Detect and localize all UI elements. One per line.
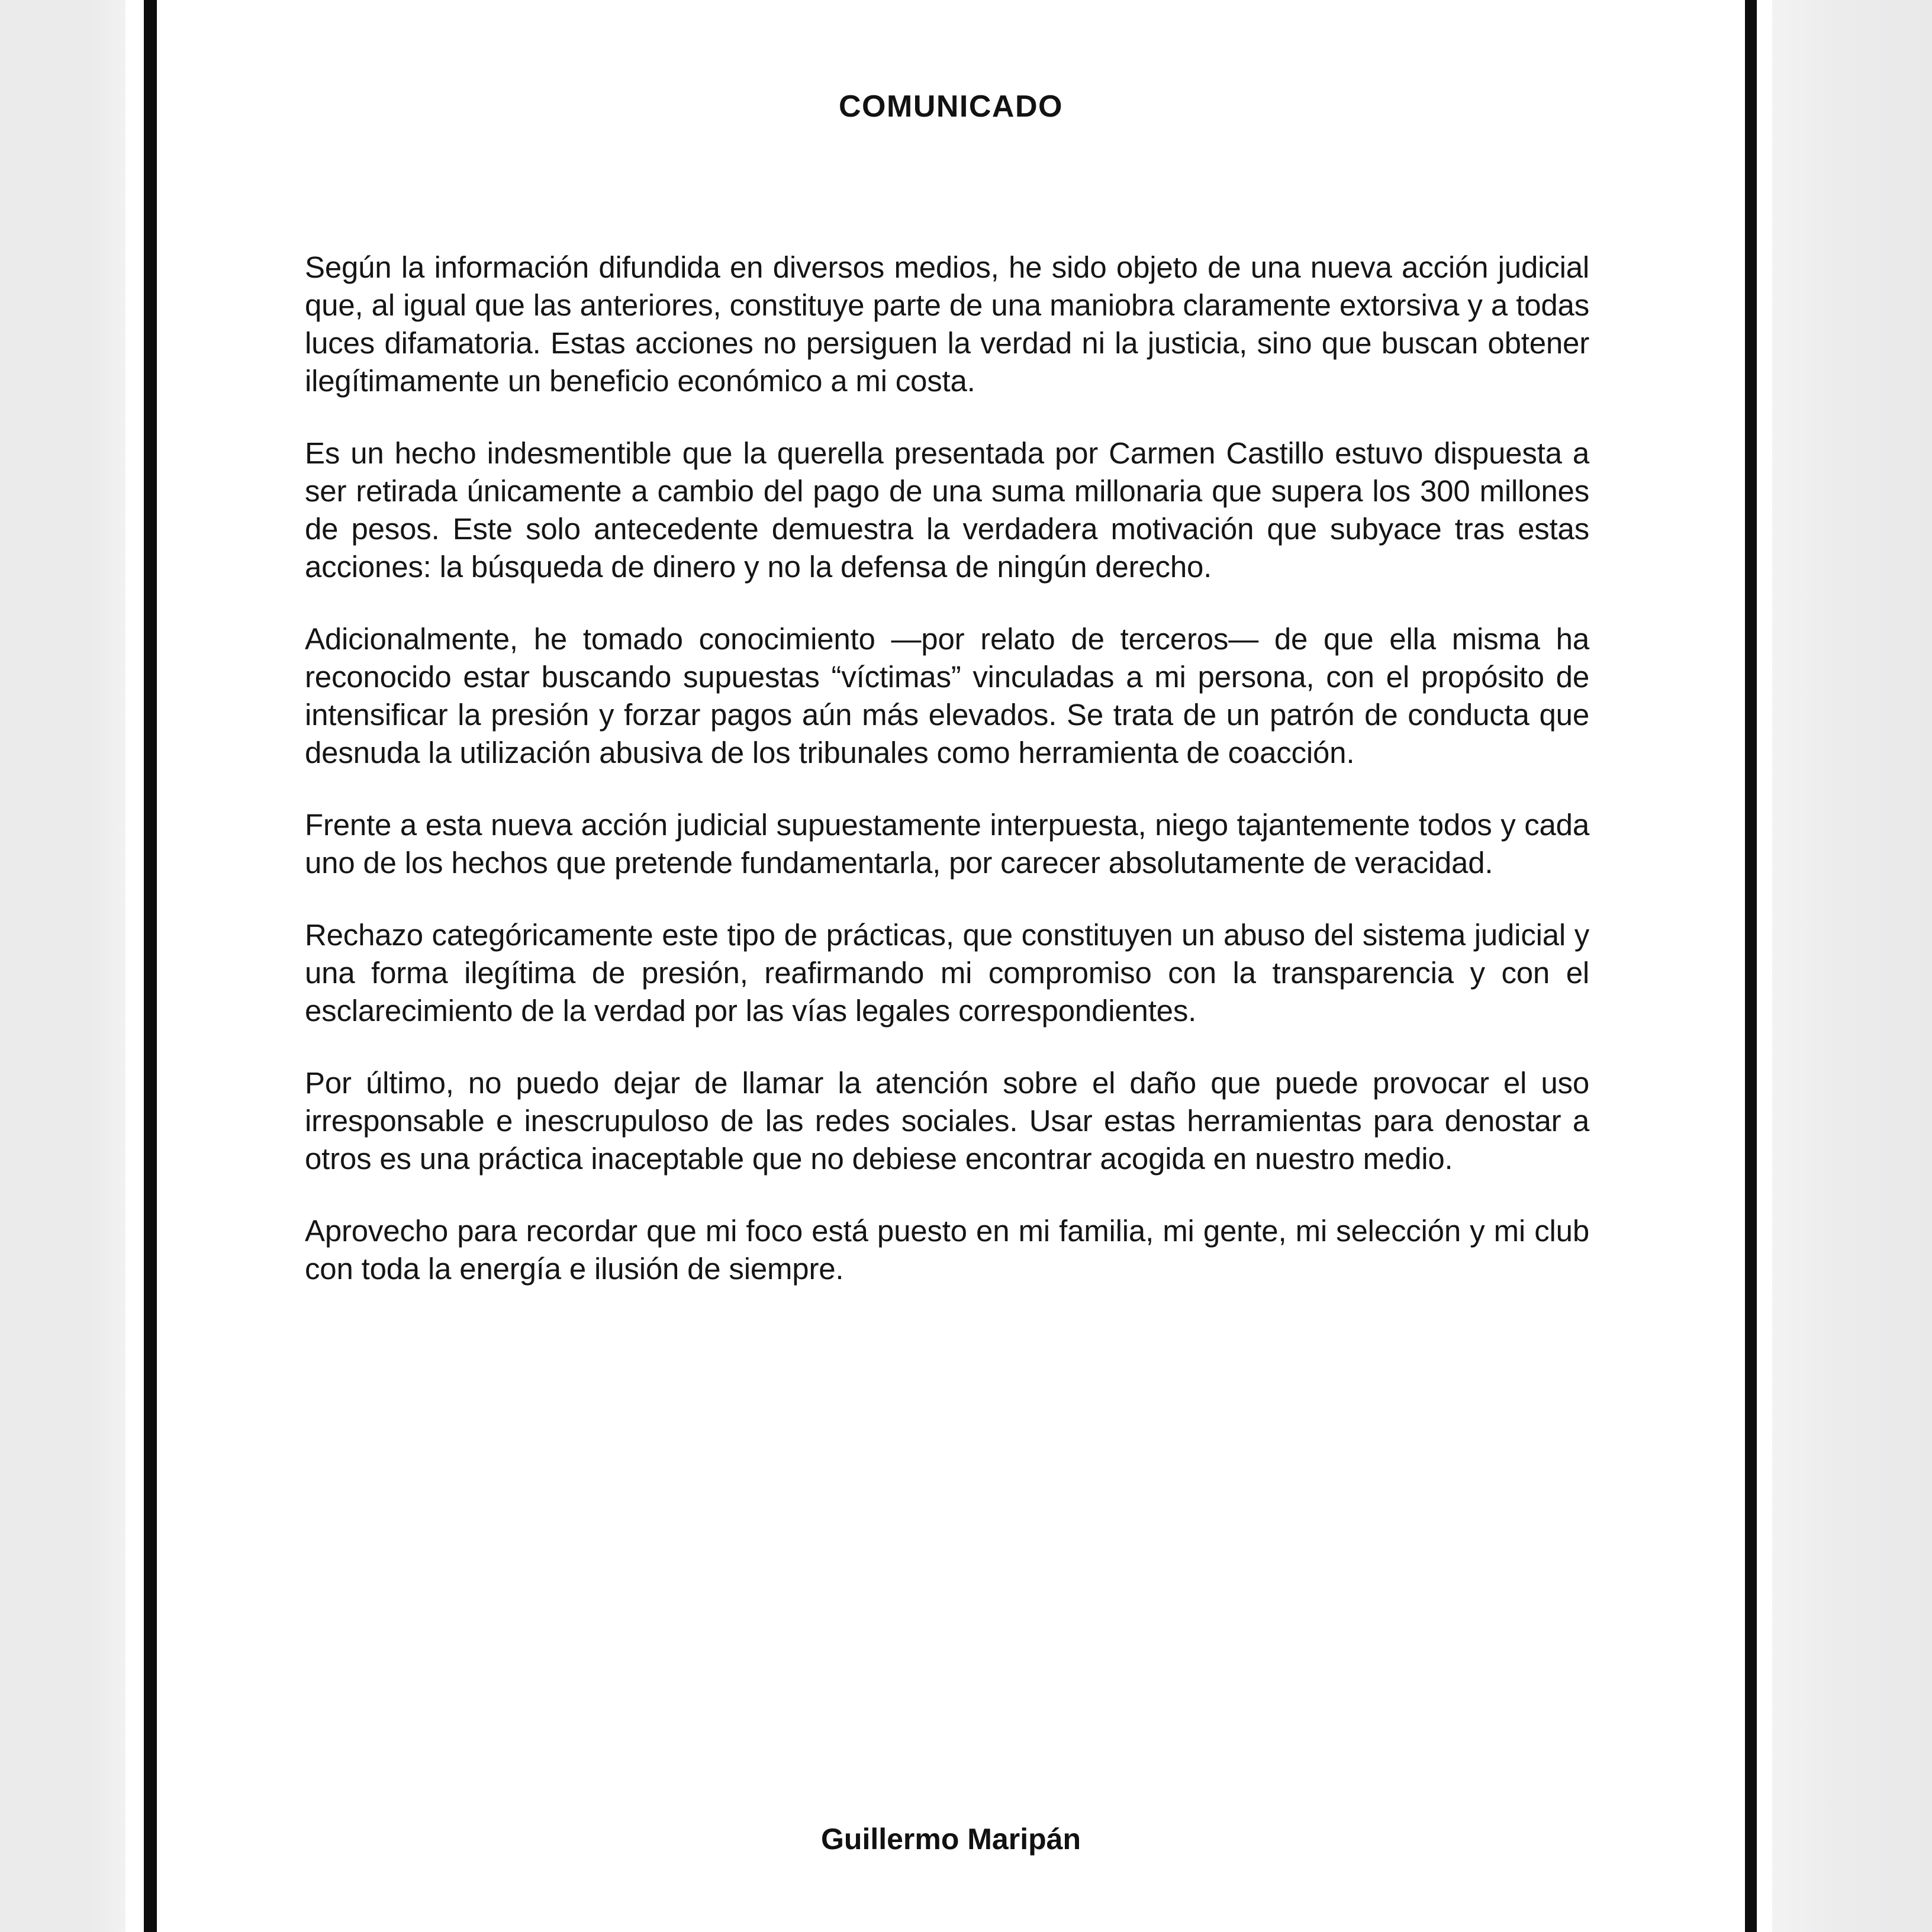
left-rail-padding (125, 0, 144, 1932)
page-title: COMUNICADO (839, 89, 1063, 124)
paragraph-4: Frente a esta nueva acción judicial supuestamente interpuesta, niego tajantemente todos y cada uno de los hechos que pretende fundamentarla, por carecer absolutamente de veracidad. (305, 808, 1589, 880)
document-body (305, 249, 1589, 1288)
right-rail-padding (1757, 0, 1772, 1932)
left-gutter (0, 0, 125, 1932)
signature-name: Guillermo Maripán (821, 1822, 1081, 1856)
document-page (157, 0, 1745, 1932)
paragraph-1: Según la información difundida en diversos medios, he sido objeto de una nueva acción judicial que, al igual que las anteriores, constituye parte de una maniobra claramente extorsiva y a todas luces difamatoria. Estas acciones no persiguen la verdad ni la justicia, sino que buscan obtener ilegítimamente un beneficio económico a mi costa. (305, 250, 1589, 398)
paragraph-6: Por último, no puedo dejar de llamar la atención sobre el daño que puede provocar el uso irresponsable e inescrupuloso de las redes sociales. Usar estas herramientas para denostar a otros es una práctica inaceptable que no debiese encontrar acogida en nuestro medio. (305, 1066, 1589, 1176)
paragraph-5: Rechazo categóricamente este tipo de prácticas, que constituyen un abuso del sistema judicial y una forma ilegítima de presión, reafirmando mi compromiso con la transparencia y con el esclarecimiento de la verdad por las vías legales correspondientes. (305, 918, 1589, 1028)
paragraph-2: Es un hecho indesmentible que la querella presentada por Carmen Castillo estuvo dispuesta a ser retirada únicamente a cambio del pago de una suma millonaria que supera los 300 millones de pesos. Este solo antecedente demuestra la verdadera motivación que subyace tras estas acciones: la búsqueda de dinero y no la defensa de ningún derecho. (305, 436, 1589, 584)
right-gutter (1772, 0, 1932, 1932)
paragraph-7: Aprovecho para recordar que mi foco está puesto en mi familia, mi gente, mi selección y mi club con toda la energía e ilusión de siempre. (305, 1214, 1589, 1286)
right-page-rail (1745, 0, 1757, 1932)
left-page-rail (144, 0, 157, 1932)
paragraph-3: Adicionalmente, he tomado conocimiento —por relato de terceros— de que ella misma ha reconocido estar buscando supuestas “víctimas” vinculadas a mi persona, con el propósito de intensificar la presión y forzar pagos aún más elevados. Se trata de un patrón de conducta que desnuda la utilización abusiva de los tribunales como herramienta de coacción. (305, 622, 1589, 769)
